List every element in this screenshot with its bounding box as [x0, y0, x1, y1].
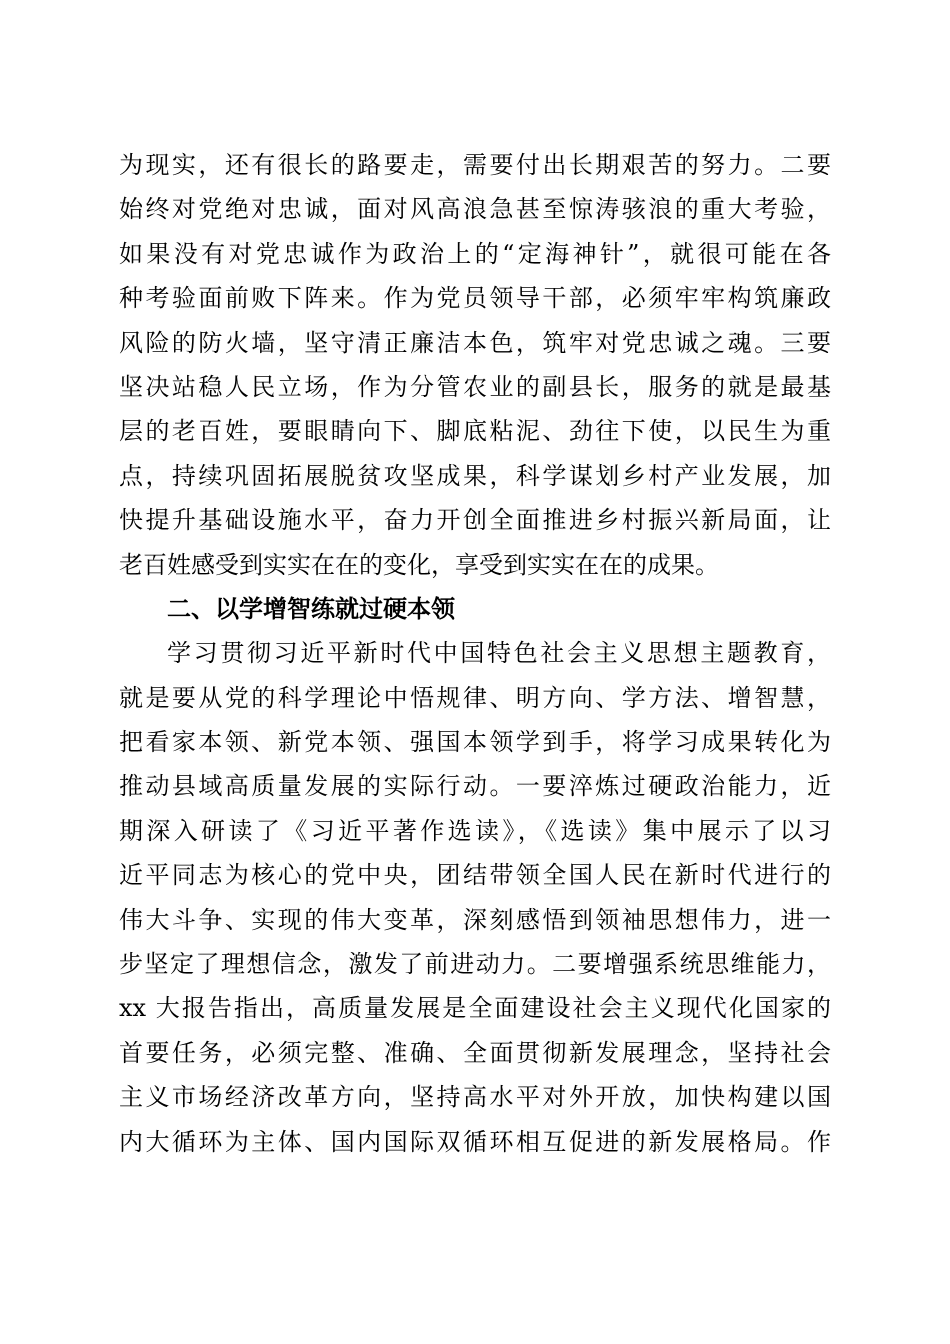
text-line: 内大循环为主体、国内国际双循环相互促进的新发展格局。作 [119, 1127, 831, 1156]
text-line: 层的老百姓，要眼睛向下、脚底粘泥、劲往下使，以民生为重 [119, 417, 831, 446]
section-heading: 二、以学增智练就过硬本领 [167, 594, 455, 623]
text-line: 点，持续巩固拓展脱贫攻坚成果，科学谋划乡村产业发展，加 [119, 461, 831, 490]
text-line: xx 大报告指出，高质量发展是全面建设社会主义现代化国家的 [119, 994, 831, 1023]
text-line: 把看家本领、新党本领、强国本领学到手，将学习成果转化为 [119, 728, 831, 757]
text-line: 期深入研读了《习近平著作选读》，《选读》集中展示了以习 [119, 816, 831, 845]
text-line: 主义市场经济改革方向，坚持高水平对外开放，加快构建以国 [119, 1083, 831, 1112]
text-line: 风险的防火墙，坚守清正廉洁本色，筑牢对党忠诚之魂。三要 [119, 328, 831, 357]
text-line: 坚决站稳人民立场，作为分管农业的副县长，服务的就是最基 [119, 372, 831, 401]
paragraph-2 [119, 631, 831, 1164]
text-line: 就是要从党的科学理论中悟规律、明方向、学方法、增智慧， [119, 683, 831, 712]
text-line: 推动县域高质量发展的实际行动。一要淬炼过硬政治能力，近 [119, 772, 831, 801]
text-line: 步坚定了理想信念，激发了前进动力。二要增强系统思维能力， [119, 950, 831, 979]
text-line: 伟大斗争、实现的伟大变革，深刻感悟到领袖思想伟力，进一 [119, 905, 831, 934]
text-line: 如果没有对党忠诚作为政治上的“定海神针”，就很可能在各 [119, 239, 831, 268]
text-line: 种考验面前败下阵来。作为党员领导干部，必须牢牢构筑廉政 [119, 284, 831, 313]
paragraph-1 [119, 143, 831, 587]
text-line: 近平同志为核心的党中央，团结带领全国人民在新时代进行的 [119, 861, 831, 890]
text-line: 始终对党绝对忠诚，面对风高浪急甚至惊涛骇浪的重大考验， [119, 195, 831, 224]
text-line: 为现实，还有很长的路要走，需要付出长期艰苦的努力。二要 [119, 151, 831, 179]
text-line: 首要任务，必须完整、准确、全面贯彻新发展理念，坚持社会 [119, 1038, 831, 1067]
text-line: 老百姓感受到实实在在的变化，享受到实实在在的成果。 [119, 550, 719, 579]
text-line: 快提升基础设施水平，奋力开创全面推进乡村振兴新局面，让 [119, 506, 831, 535]
text-line: 学习贯彻习近平新时代中国特色社会主义思想主题教育， [167, 639, 831, 668]
body-text [119, 143, 831, 1164]
